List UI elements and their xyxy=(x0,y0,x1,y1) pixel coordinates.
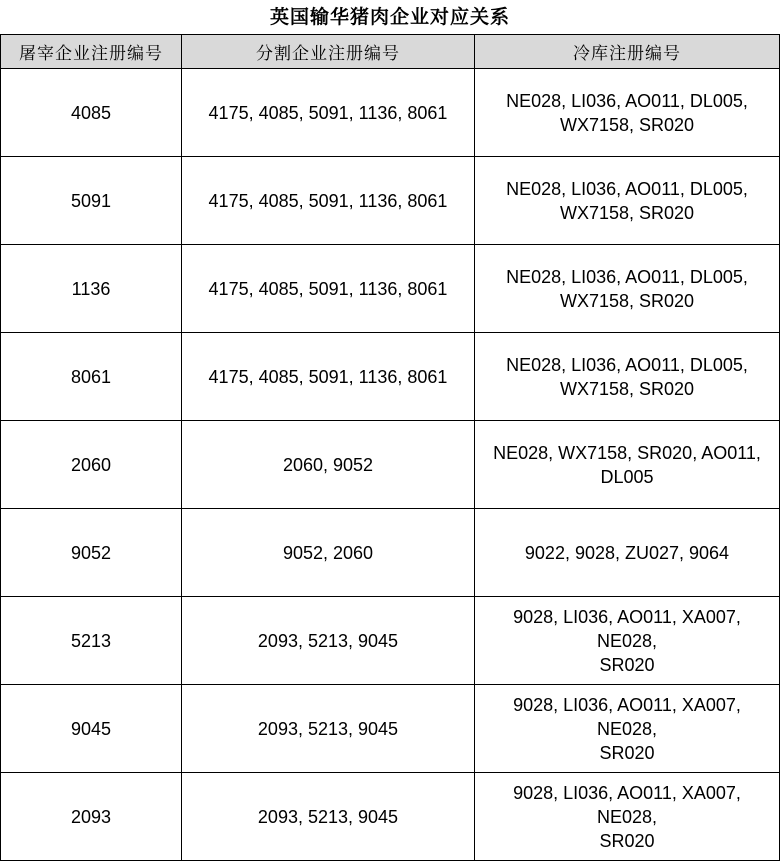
slaughter-cell: 2093 xyxy=(1,773,182,861)
document-title: 英国输华猪肉企业对应关系 xyxy=(269,6,510,28)
cutting-cell: 2093, 5213, 9045 xyxy=(182,773,475,861)
cutting-cell: 4175, 4085, 5091, 1136, 8061 xyxy=(182,245,475,333)
cutting-cell: 2093, 5213, 9045 xyxy=(182,597,475,685)
cold-storage-cell: NE028, LI036, AO011, DL005, WX7158, SR020 xyxy=(475,245,780,333)
table-row xyxy=(1,69,780,157)
cutting-cell: 4175, 4085, 5091, 1136, 8061 xyxy=(182,157,475,245)
cold-storage-cell: 9028, LI036, AO011, XA007, NE028, SR020 xyxy=(475,773,780,861)
slaughter-cell: 4085 xyxy=(1,69,182,157)
table-row xyxy=(1,245,780,333)
slaughter-cell: 1136 xyxy=(1,245,182,333)
table-row xyxy=(1,333,780,421)
table-row xyxy=(1,597,780,685)
header-slaughter: 屠宰企业注册编号 xyxy=(1,35,182,69)
cold-storage-cell: NE028, LI036, AO011, DL005, WX7158, SR020 xyxy=(475,69,780,157)
slaughter-cell: 5213 xyxy=(1,597,182,685)
slaughter-cell: 9045 xyxy=(1,685,182,773)
table-row xyxy=(1,421,780,509)
cold-storage-cell: NE028, LI036, AO011, DL005, WX7158, SR020 xyxy=(475,333,780,421)
cold-storage-cell: 9022, 9028, ZU027, 9064 xyxy=(475,509,780,597)
slaughter-cell: 8061 xyxy=(1,333,182,421)
header-row xyxy=(1,35,780,69)
cold-storage-cell: NE028, LI036, AO011, DL005, WX7158, SR020 xyxy=(475,157,780,245)
cold-storage-cell: NE028, WX7158, SR020, AO011, DL005 xyxy=(475,421,780,509)
table-row xyxy=(1,157,780,245)
cutting-cell: 2093, 5213, 9045 xyxy=(182,685,475,773)
cutting-cell: 9052, 2060 xyxy=(182,509,475,597)
cold-storage-cell: 9028, LI036, AO011, XA007, NE028, SR020 xyxy=(475,597,780,685)
slaughter-cell: 5091 xyxy=(1,157,182,245)
table-row xyxy=(1,773,780,861)
slaughter-cell: 2060 xyxy=(1,421,182,509)
slaughter-cell: 9052 xyxy=(1,509,182,597)
header-cutting: 分割企业注册编号 xyxy=(182,35,475,69)
cold-storage-cell: 9028, LI036, AO011, XA007, NE028, SR020 xyxy=(475,685,780,773)
header-cold-storage: 冷库注册编号 xyxy=(475,35,780,69)
table-row xyxy=(1,685,780,773)
enterprise-table xyxy=(0,34,780,861)
table-row xyxy=(1,509,780,597)
cutting-cell: 2060, 9052 xyxy=(182,421,475,509)
cutting-cell: 4175, 4085, 5091, 1136, 8061 xyxy=(182,333,475,421)
cutting-cell: 4175, 4085, 5091, 1136, 8061 xyxy=(182,69,475,157)
